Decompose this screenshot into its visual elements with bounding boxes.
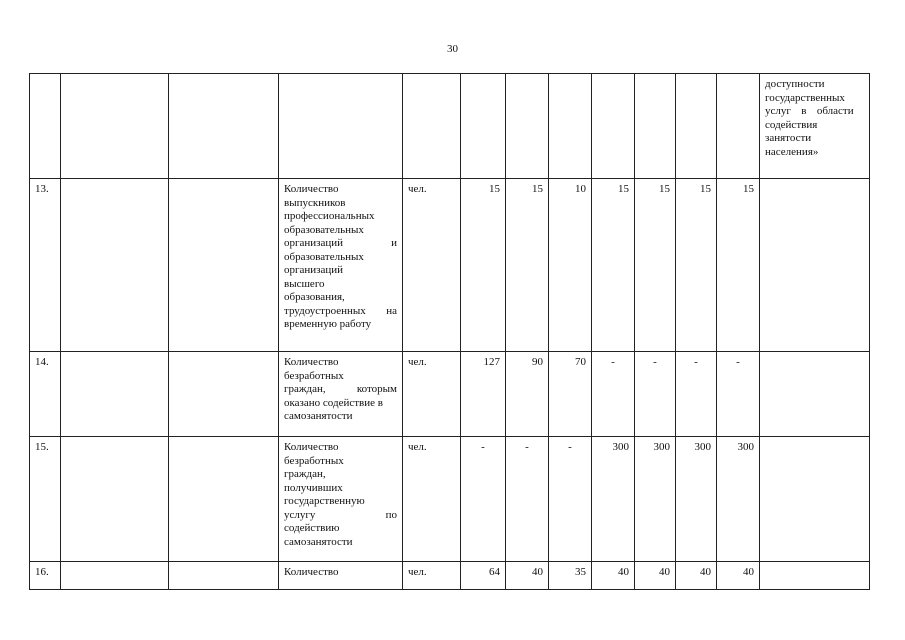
cell-empty (717, 74, 760, 179)
value-cell: 40 (635, 562, 676, 590)
cell-empty (169, 352, 279, 437)
indicator-name-line: образования, (284, 291, 345, 303)
value-cell: 35 (549, 562, 592, 590)
indicator-name-line: самозанятости (284, 535, 353, 548)
table-row (30, 562, 870, 590)
indicator-name-line: временную работу (284, 318, 372, 330)
value-cell: 40 (717, 562, 760, 590)
note-line: содействия (765, 118, 818, 131)
unit-cell: чел. (403, 179, 461, 352)
indicator-name-line: самозанятости (284, 410, 353, 422)
cell-empty (61, 74, 169, 179)
value-cell: 300 (676, 437, 717, 562)
indicator-name-line: услугу по (284, 508, 397, 521)
indicator-name-line: выпускников (284, 196, 346, 209)
unit-cell: чел. (403, 437, 461, 562)
value-cell: 40 (506, 562, 549, 590)
table-row (30, 437, 870, 562)
indicator-name-line: государственную (284, 495, 365, 507)
indicator-name (279, 562, 403, 590)
cell-empty (506, 74, 549, 179)
value-cell: 10 (549, 179, 592, 352)
indicator-name-line: граждан, которым (284, 383, 397, 395)
value-cell: 15 (676, 179, 717, 352)
value-cell: - (549, 437, 592, 562)
cell-empty (403, 74, 461, 179)
page-number: 30 (447, 43, 458, 55)
cell-empty (549, 74, 592, 179)
note-cell (760, 74, 870, 179)
table-row (30, 179, 870, 352)
indicator-name-line: Количество (284, 183, 339, 195)
cell-empty (169, 74, 279, 179)
value-cell: 15 (635, 179, 676, 352)
indicators-table (29, 73, 870, 590)
cell-empty (61, 437, 169, 562)
value-cell: 300 (717, 437, 760, 562)
indicator-name-line: организаций и (284, 237, 397, 249)
value-cell: 70 (549, 352, 592, 437)
table-row (30, 352, 870, 437)
value-cell: - (717, 352, 760, 437)
note-line: доступности (765, 78, 825, 90)
note-line: занятости (765, 132, 812, 144)
indicator-name-line: оказано содействие в (284, 396, 383, 409)
row-number: 16. (30, 562, 61, 590)
cell-empty (760, 179, 870, 352)
indicator-name-line: высшего (284, 277, 325, 290)
value-cell: 300 (592, 437, 635, 562)
cell-empty (760, 437, 870, 562)
indicator-name-line: образовательных (284, 223, 364, 236)
value-cell: - (676, 352, 717, 437)
cell-empty (461, 74, 506, 179)
indicator-name-line: профессиональных (284, 210, 375, 222)
indicator-name-line: безработных (284, 454, 344, 467)
row-number: 14. (30, 352, 61, 437)
value-cell: - (506, 437, 549, 562)
value-cell: - (592, 352, 635, 437)
indicator-name-line: образовательных (284, 250, 364, 263)
cell-empty (61, 352, 169, 437)
indicator-name-line: получивших (284, 481, 343, 494)
cell-empty (635, 74, 676, 179)
value-cell: 15 (592, 179, 635, 352)
row-number: 15. (30, 437, 61, 562)
cell-empty (169, 562, 279, 590)
indicator-name (279, 437, 403, 562)
indicator-name-line: Количество (284, 356, 339, 368)
value-cell: 15 (461, 179, 506, 352)
cell-empty (30, 74, 61, 179)
value-cell: 15 (717, 179, 760, 352)
value-cell: - (461, 437, 506, 562)
value-cell: 40 (676, 562, 717, 590)
value-cell: 127 (461, 352, 506, 437)
note-line: населения» (765, 145, 819, 158)
value-cell: 300 (635, 437, 676, 562)
cell-empty (676, 74, 717, 179)
value-cell: 90 (506, 352, 549, 437)
note-line: государственных (765, 91, 845, 104)
cell-empty (61, 179, 169, 352)
note-line: услуг в области (765, 105, 854, 117)
indicator-name (279, 179, 403, 352)
cell-empty (760, 352, 870, 437)
indicator-name-line: безработных (284, 369, 344, 382)
indicator-name (279, 352, 403, 437)
indicator-name-line: организаций (284, 264, 344, 276)
unit-cell: чел. (403, 562, 461, 590)
cell-empty (169, 179, 279, 352)
cell-empty (760, 562, 870, 590)
row-number: 13. (30, 179, 61, 352)
cell-empty (592, 74, 635, 179)
value-cell: - (635, 352, 676, 437)
indicator-name-line: содействию (284, 522, 340, 534)
indicator-name-line: граждан, (284, 468, 326, 480)
cell-empty (61, 562, 169, 590)
table-row-header-continuation (30, 74, 870, 179)
cell-empty (169, 437, 279, 562)
value-cell: 15 (506, 179, 549, 352)
unit-cell: чел. (403, 352, 461, 437)
indicator-name-line: трудоустроенных на (284, 304, 397, 317)
cell-empty (279, 74, 403, 179)
value-cell: 40 (592, 562, 635, 590)
indicator-name-line: Количество (284, 441, 339, 453)
indicator-name-line: Количество (284, 566, 339, 578)
value-cell: 64 (461, 562, 506, 590)
